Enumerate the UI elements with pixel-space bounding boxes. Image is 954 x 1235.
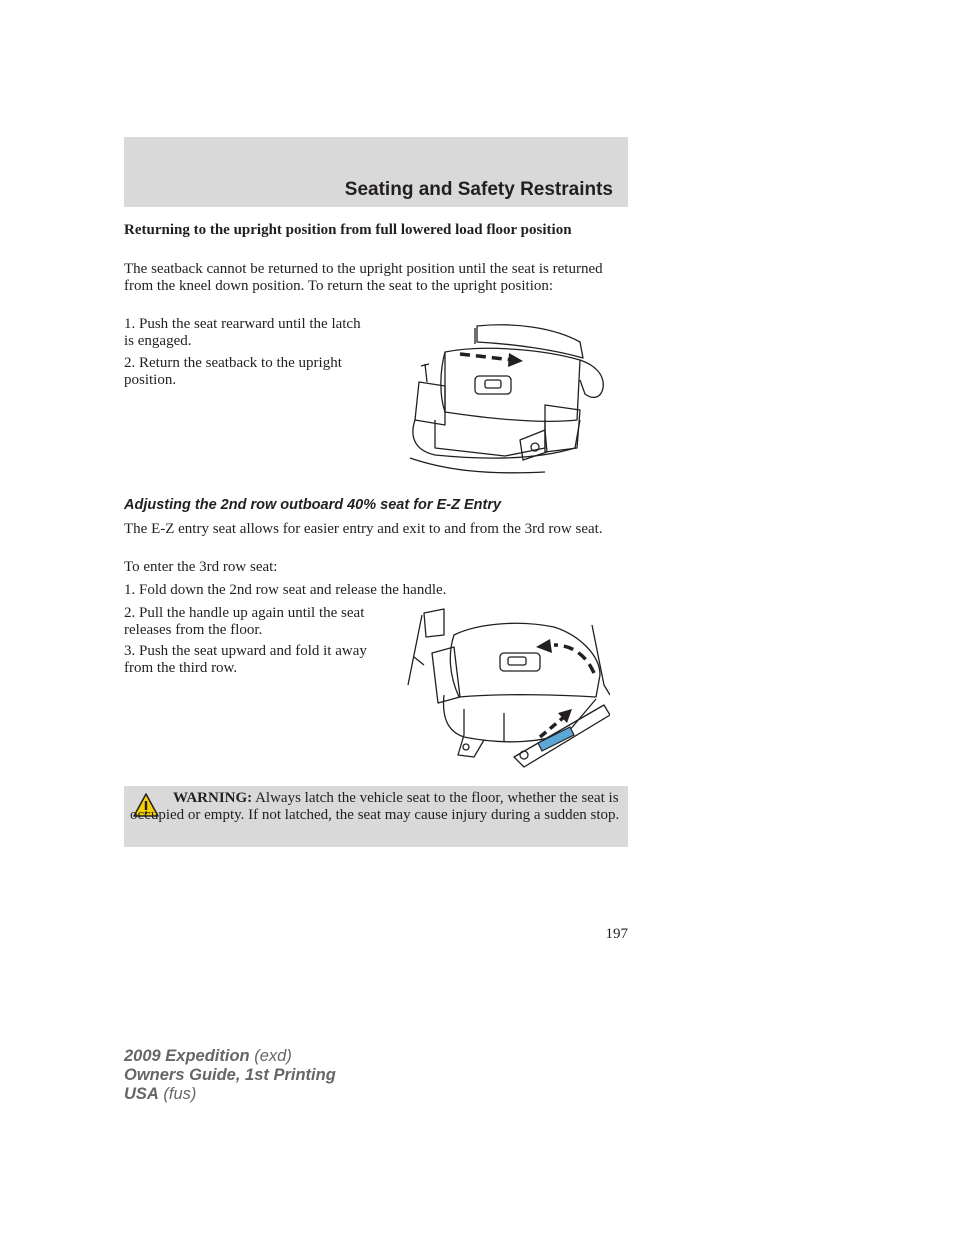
page-number: 197 [605,926,628,942]
ez-entry-illustration [404,605,610,770]
ez-intro-paragraph: The E-Z entry seat allows for easier entry and exit to and from the 3rd row seat. [124,521,603,537]
subsection-heading: Returning to the upright position from full lowered load floor position [124,222,572,238]
step-2: 2. Return the seatback to the upright position. [124,355,342,388]
seat-upright-illustration [405,320,610,480]
ez-lead: To enter the 3rd row seat: [124,559,278,575]
warning-body: Always latch the vehicle seat to the floor, whether the seat is occupied or empty. If not latched, the seat may cause injury during a sudden stop. [130,790,620,823]
footer-model: 2009 Expedition [124,1047,250,1065]
subsection-heading-ez-entry: Adjusting the 2nd row outboard 40% seat for E-Z Entry [124,497,502,513]
footer-printing: Owners Guide, 1st Printing [124,1066,336,1084]
ez-step-1: 1. Fold down the 2nd row seat and release the handle. [124,582,447,598]
footer-model-code: (exd) [249,1047,292,1065]
ez-step-3: 3. Push the seat upward and fold it away from the third row. [124,643,367,676]
ez-step-2: 2. Pull the handle up again until the seat releases from the floor. [124,605,365,638]
document-footer [124,1047,336,1104]
warning-text [130,790,620,823]
section-title: Seating and Safety Restraints [344,179,613,200]
section-header-band [124,137,628,207]
footer-region-code: (fus) [158,1085,197,1103]
warning-box [124,786,628,847]
warning-label: WARNING: [173,790,253,806]
footer-region: USA [124,1085,159,1103]
intro-paragraph: The seatback cannot be returned to the upright position until the seat is returned from the kneel down position. To return the seat to the upright position: [124,261,603,294]
step-1: 1. Push the seat rearward until the latch is engaged. [124,316,361,349]
